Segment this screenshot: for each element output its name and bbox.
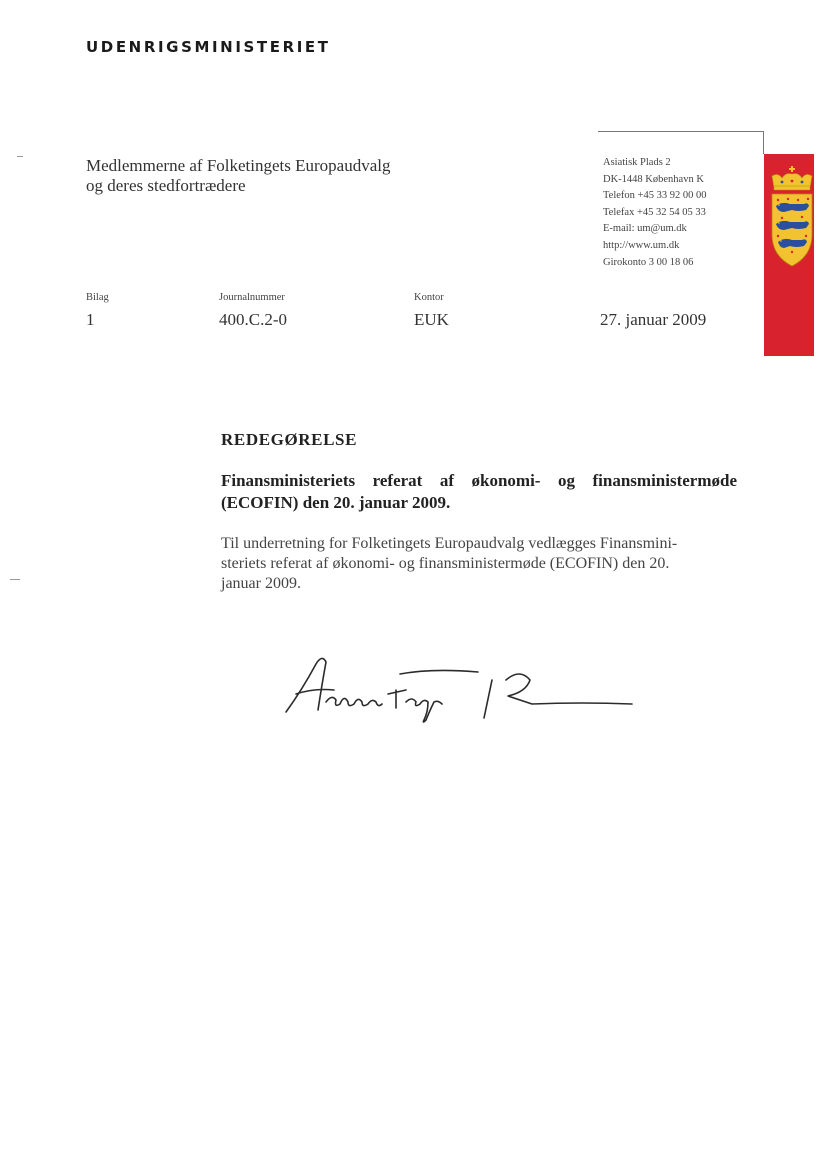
- recipient-line-1: Medlemmerne af Folketingets Europaudvalg: [86, 156, 391, 175]
- document-date: 27. januar 2009: [600, 310, 707, 329]
- address-giro: Girokonto 3 00 18 06: [603, 256, 694, 268]
- body-line-2: steriets referat af økonomi- og finansministermøde (ECOFIN) den 20.: [221, 555, 670, 572]
- address-phone: Telefon +45 33 92 00 00: [603, 190, 707, 202]
- body-line-1: Til underretning for Folketingets Europaudvalg vedlægges Finansmini-: [221, 535, 678, 552]
- header-rule: [598, 131, 764, 132]
- svg-text:Anders Fogh R: Anders Fogh R: [283, 738, 290, 739]
- handwritten-signature: [282, 650, 642, 740]
- sender-address: [603, 155, 706, 271]
- recipient-line-2: og deres stedfortrædere: [86, 176, 246, 195]
- address-fax: Telefax +45 32 54 05 33: [603, 206, 706, 218]
- header-rule-vertical: [763, 131, 764, 154]
- address-email: E-mail: um@um.dk: [603, 223, 687, 235]
- danish-coat-of-arms-icon: [768, 166, 816, 270]
- journal-label: Journalnummer: [219, 292, 285, 303]
- kontor-value: EUK: [414, 310, 449, 329]
- margin-mark: [10, 579, 20, 580]
- address-street: Asiatisk Plads 2: [603, 157, 671, 168]
- bilag-value: 1: [86, 310, 95, 329]
- body-line-3: januar 2009.: [221, 575, 301, 592]
- journal-value: 400.C.2-0: [219, 310, 287, 329]
- document-heading: REDEGØRELSE: [221, 430, 358, 449]
- recipient-block: [86, 156, 391, 196]
- bilag-label: Bilag: [86, 292, 109, 303]
- ministry-name: UDENRIGSMINISTERIET: [86, 38, 331, 56]
- address-website: http://www.um.dk: [603, 239, 680, 251]
- address-city: DK-1448 København K: [603, 173, 704, 185]
- margin-mark: [17, 156, 23, 157]
- document-subject: Finansministeriets referat af økonomi- og finansministermøde (ECOFIN) den 20. januar 2009.: [221, 471, 737, 512]
- document-body: [221, 534, 737, 594]
- kontor-label: Kontor: [414, 292, 444, 303]
